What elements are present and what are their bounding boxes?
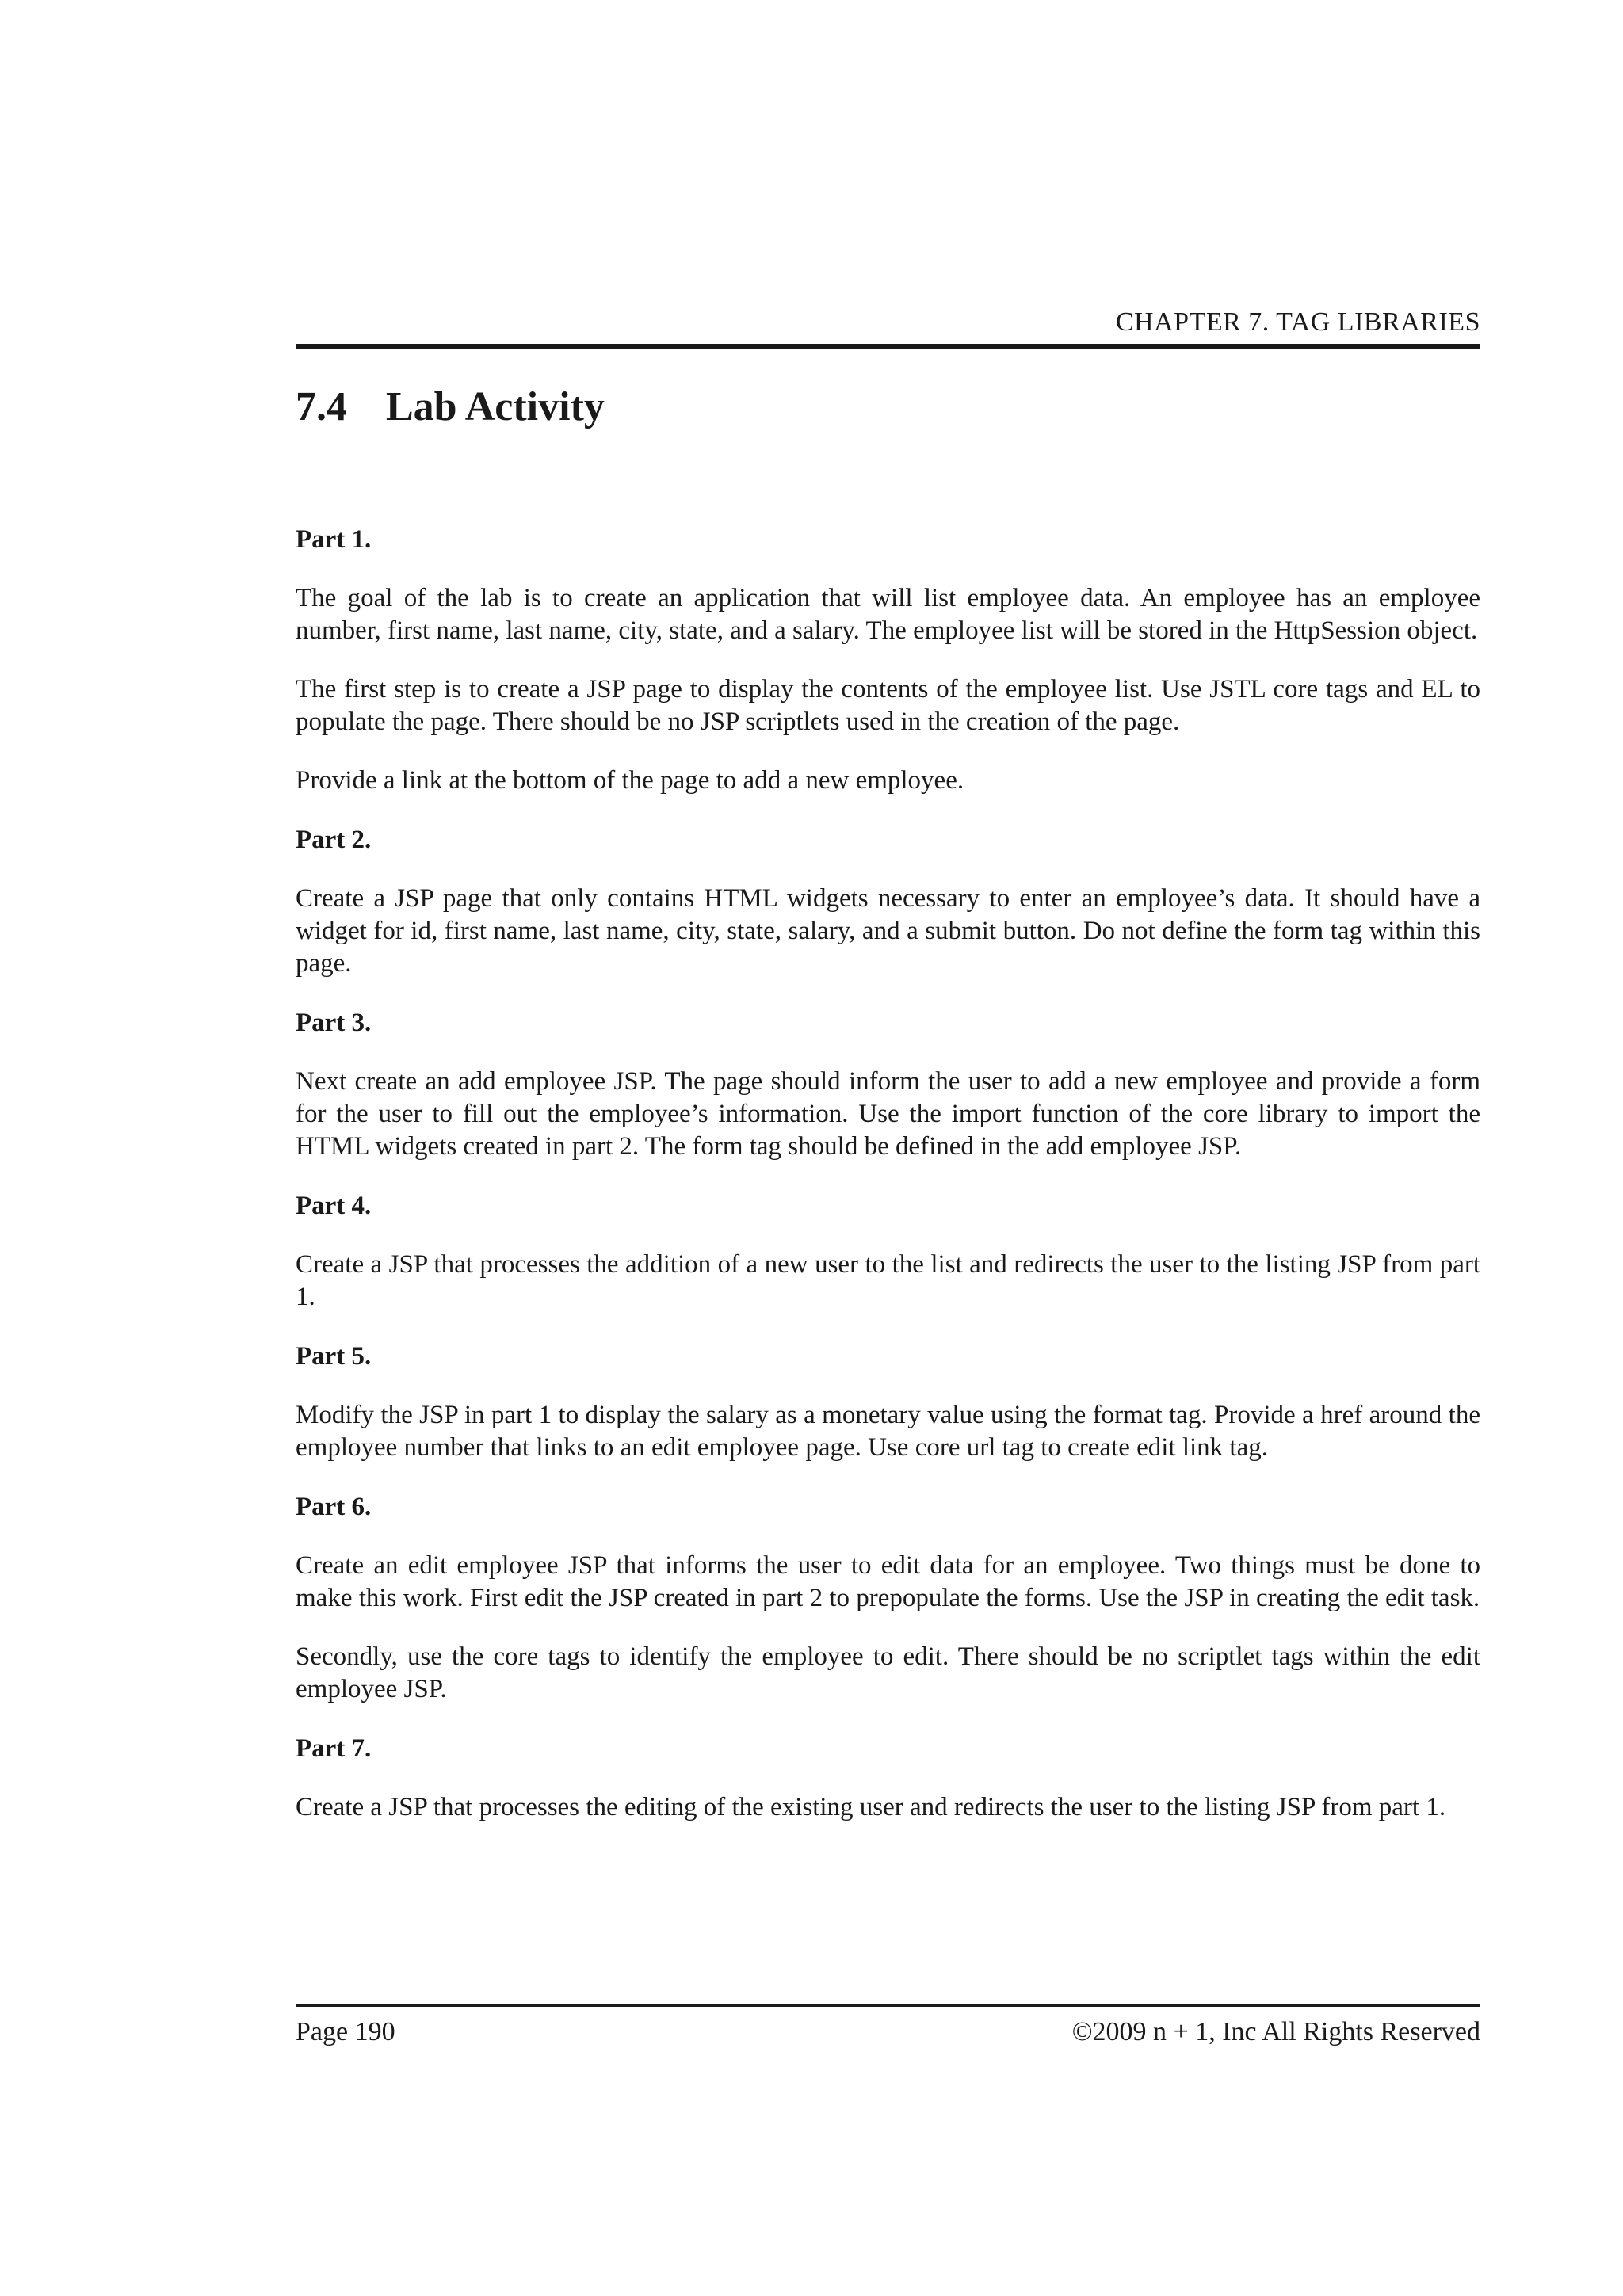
lab-content	[296, 523, 1480, 1850]
section-title	[296, 383, 605, 430]
part-1	[296, 523, 1480, 797]
copyright-notice: ©2009 n + 1, Inc All Rights Reserved	[1071, 2017, 1480, 2046]
paragraph: The first step is to create a JSP page to display the contents of the employee list. Use JSTL core tags and EL to populate the page. There should be no JSP scriptlets used in the creation of the page.	[296, 675, 1480, 736]
paragraph: Create an edit employee JSP that informs the user to edit data for an employee. Two things must be done to make this work. First edit the JSP created in part 2 to prepopulate the forms. Use the JSP in creating the edit task.	[296, 1551, 1480, 1612]
part-heading: Part 2.	[296, 826, 372, 854]
part-6	[296, 1490, 1480, 1706]
paragraph: Create a JSP page that only contains HTML widgets necessary to enter an employee’s data. It should have a widget for id, first name, last name, city, state, salary, and a submit button. Do not define the form tag within this page.	[296, 884, 1480, 978]
header-rule	[296, 344, 1480, 349]
part-4	[296, 1189, 1480, 1314]
part-heading: Part 7.	[296, 1734, 372, 1763]
paragraph: Secondly, use the core tags to identify the employee to edit. There should be no scriptlet tags within the edit employee JSP.	[296, 1642, 1480, 1703]
document-page	[296, 0, 1480, 2296]
paragraph: Create a JSP that processes the addition of a new user to the list and redirects the user to the listing JSP from part 1.	[296, 1250, 1480, 1311]
part-heading: Part 5.	[296, 1342, 372, 1371]
part-heading: Part 1.	[296, 525, 372, 554]
section-title-text: Lab Activity	[386, 384, 605, 429]
section-number: 7.4	[296, 384, 347, 429]
part-3	[296, 1006, 1480, 1163]
running-head: CHAPTER 7. TAG LIBRARIES	[1115, 307, 1480, 337]
paragraph: The goal of the lab is to create an application that will list employee data. An employee has an employee number, first name, last name, city, state, and a salary. The employee list will be stored in the HttpSession object.	[296, 584, 1480, 645]
page-number: Page 190	[296, 2017, 395, 2046]
footer-rule	[296, 2004, 1480, 2007]
part-heading: Part 6.	[296, 1493, 372, 1521]
part-heading: Part 3.	[296, 1009, 372, 1037]
part-5	[296, 1340, 1480, 1464]
paragraph: Create a JSP that processes the editing of the existing user and redirects the user to the listing JSP from part 1.	[296, 1793, 1446, 1821]
part-7	[296, 1732, 1480, 1824]
part-2	[296, 823, 1480, 980]
paragraph: Next create an add employee JSP. The page should inform the user to add a new employee and provide a form for the user to fill out the employee’s information. Use the import function of the core library to import the HTML widgets created in part 2. The form tag should be defined in the add employee JSP.	[296, 1067, 1480, 1161]
part-heading: Part 4.	[296, 1192, 372, 1220]
paragraph: Modify the JSP in part 1 to display the salary as a monetary value using the format tag. Provide a href around the employee number that links to an edit employee page. Use core url tag to create edit link tag.	[296, 1401, 1480, 1462]
paragraph: Provide a link at the bottom of the page to add a new employee.	[296, 766, 964, 795]
